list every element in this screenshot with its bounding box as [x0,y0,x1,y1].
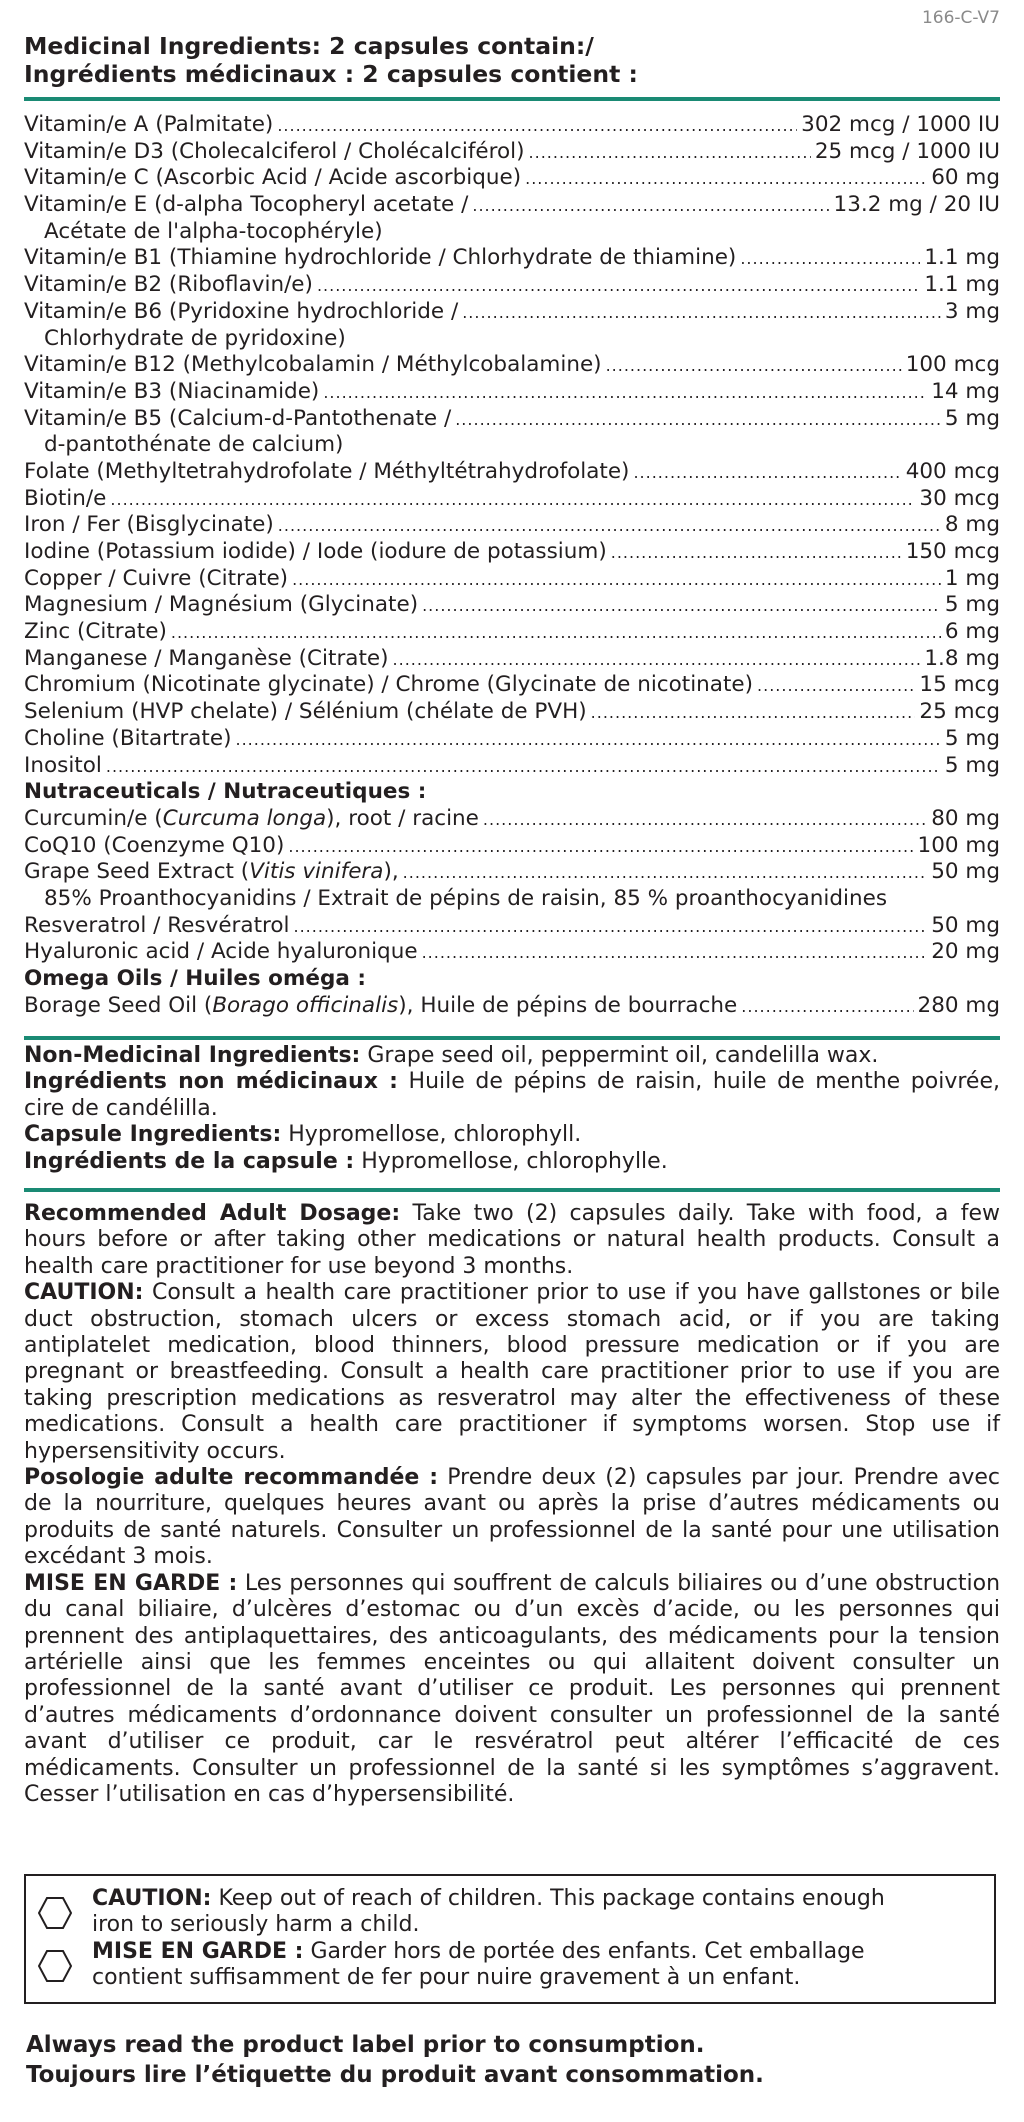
dot-leader [529,143,811,162]
ingredient-row [24,619,1000,646]
ingredient-name: Manganese / Manganèse (Citrate) [24,645,389,671]
capsule-en-label: Capsule Ingredients: [24,1122,282,1148]
ingredient-row [24,165,1000,192]
ingredient-name: Chlorhydrate de pyridoxine) [44,325,346,351]
ingredient-row [24,993,1000,1020]
section-heading [24,966,1000,993]
caution-en [24,1280,1000,1465]
ingredient-name: Zinc (Citrate) [24,619,167,645]
dot-leader [591,703,916,722]
ingredient-name: Grape Seed Extract (Vitis vinifera), [24,859,399,885]
dot-leader [525,169,927,188]
ingredient-amount: 100 mg [917,832,1000,858]
ingredient-continuation [24,886,1000,913]
dot-leader [462,303,941,322]
dot-leader [277,116,797,135]
hexagon-warning-icon [38,1896,72,1930]
label-code: 166-C-V7 [921,8,1000,28]
ingredient-name: Chromium (Nicotinate glycinate) / Chrome (Glycinate de nicotinate) [24,672,754,698]
ingredient-row [24,672,1000,699]
ingredient-row [24,112,1000,139]
heading-line-fr: Ingrédients médicinaux : 2 capsules contient : [24,60,638,88]
ingredient-name: Magnesium / Magnésium (Glycinate) [24,592,419,618]
dot-leader [235,730,940,749]
ingredient-row [24,512,1000,539]
dosage-en [24,1201,1000,1280]
ingredient-row [24,245,1000,272]
divider-rule [24,1188,1000,1192]
dosage-en-text: Take two (2) capsules daily. Take with food, a few hours before or after taking other medications or natural health products. Consult a health care practitioner for use beyond 3 months. [24,1201,1000,1279]
ingredient-name: Vitamin/e A (Palmitate) [24,112,274,137]
ingredient-amount: 20 mg [931,939,1000,965]
footer-notice [26,2030,1002,2090]
dosage-block [24,1201,1000,1808]
botanical-name: Vitis vinifera [249,859,384,885]
ingredient-amount: 80 mg [931,805,1000,831]
child-warning-en-text: Keep out of reach of children. This package contains enough [211,1886,885,1911]
dot-leader [288,837,913,856]
ingredient-amount: 60 mg [931,165,1000,191]
child-warning-fr-line2: contient suffisamment de fer pour nuire gravement à un enfant. [92,1965,801,1990]
ingredient-name: CoQ10 (Coenzyme Q10) [24,832,285,858]
child-warning-en [92,1886,988,1938]
child-warning-fr-line1 [92,1939,988,1965]
dosage-fr-label: Posologie adulte recommandée : [24,1465,439,1491]
ingredient-row [24,939,1000,966]
non-medicinal-en-text: Grape seed oil, peppermint oil, candelilla wax. [360,1043,879,1068]
ingredient-name: Acétate de l'alpha-tocophéryle) [44,218,383,244]
dot-leader [317,276,920,295]
ingredient-row [24,272,1000,299]
capsule-ingredients-en [24,1122,1000,1148]
child-warning-en-line2: iron to seriously harm a child. [92,1912,420,1937]
caution-en-label: CAUTION: [24,1280,144,1306]
non-medicinal-fr-label: Ingrédients non médicinaux : [24,1069,398,1095]
dot-leader [106,757,941,776]
ingredient-row [24,352,1000,379]
ingredient-name: d-pantothénate de calcium) [44,432,344,458]
ingredient-row [24,192,1000,219]
dot-leader [110,490,915,509]
caution-fr [24,1571,1000,1809]
child-warning-en-label: CAUTION: [92,1886,212,1911]
ingredient-row [24,379,1000,406]
heading-line-en: Medicinal Ingredients: 2 capsules contain:/ [24,32,594,60]
ingredient-row [24,406,1000,433]
ingredient-amount: 5 mg [944,592,1000,618]
ingredient-row [24,486,1000,513]
ingredient-name: Iodine (Potassium iodide) / Iode (iodure de potassium) [24,539,607,564]
ingredient-name: Hyaluronic acid / Acide hyaluronique [24,939,418,965]
ingredient-row [24,646,1000,673]
ingredient-name: Vitamin/e B5 (Calcium-d-Pantothenate / [24,405,452,431]
dosage-fr-text: Prendre deux (2) capsules par jour. Prendre avec de la nourriture, quelques heures avant ou après la prise d’autres médicaments ou produits de santé naturels. Consulter un professionnel de la santé pour une utilisation excédant 3 mois. [24,1465,1000,1570]
ingredient-name: Biotin/e [24,485,107,511]
ingredient-amount: 50 mg [931,859,1000,885]
botanical-name: Curcuma longa [162,805,327,831]
caution-fr-label: MISE EN GARDE : [24,1570,238,1596]
botanical-name: Borago officinalis [212,992,399,1018]
ingredient-amount: 280 mg [917,992,1000,1018]
ingredient-amount: 8 mg [944,512,1000,538]
ingredient-name: Vitamin/e B3 (Niacinamide) [24,378,320,404]
ingredient-name: Vitamin/e E (d-alpha Tocopheryl acetate / [24,192,469,218]
dot-leader [292,570,941,589]
ingredient-amount: 1.1 mg [924,272,1000,298]
ingredient-amount: 1.1 mg [924,245,1000,271]
hexagon-warning-icon [38,1949,72,1983]
ingredient-amount: 14 mg [931,378,1000,404]
dosage-fr [24,1465,1000,1571]
ingredient-name: Iron / Fer (Bisglycinate) [24,512,274,538]
dot-leader [422,943,928,962]
child-warning-fr [92,1939,988,1991]
ingredient-name: Vitamin/e D3 (Cholecalciferol / Cholécalciférol) [24,138,525,164]
medicinal-ingredients-heading [24,32,1000,88]
ingredient-name: Choline (Bitartrate) [24,725,232,751]
ingredient-name: Vitamin/e B1 (Thiamine hydrochloride / Chlorhydrate de thiamine) [24,245,737,271]
non-medicinal-en-label: Non-Medicinal Ingredients: [24,1043,361,1068]
ingredient-amount: 50 mg [931,912,1000,938]
caution-fr-text: Les personnes qui souffrent de calculs biliaires ou d’une obstruction du canal biliaire, d’ulcères d’estomac ou d’un excès d’acide, ou les personnes qui prennent des antiplaquettaires, des anticoagulants, des médicaments pour la tension artérielle ainsi que les femmes enceintes ou qui allaitent doivent consulter un professionnel de la santé avant d’utiliser ce produit. Les personnes qui prennent d’autres médicaments d’ordonnance doivent consulter un professionnel de la santé avant d’utiliser ce produit, car le resvératrol peut altérer l’efficacité de ces médicaments. Consulter un professionnel de la santé si les symptômes s’aggravent. Cesser l’utilisation en cas d’hypersensibilité. [24,1570,1001,1807]
ingredient-name: 85% Proanthocyanidins / Extrait de pépins de raisin, 85 % proanthocyanidines [44,885,888,911]
ingredient-amount: 5 mg [944,725,1000,751]
ingredient-name: Resveratrol / Resvératrol [24,912,290,938]
dot-leader [393,650,921,669]
dot-leader [455,410,941,429]
ingredient-name: Inositol [24,752,102,778]
capsule-ingredients-fr [24,1149,1000,1175]
ingredient-continuation [24,219,1000,246]
dot-leader [171,623,941,642]
ingredient-name: Vitamin/e B12 (Methylcobalamin / Méthylcobalamine) [24,352,602,378]
dot-leader [294,917,928,936]
ingredient-name: Curcumin/e (Curcuma longa), root / racine [24,805,479,831]
ingredient-row [24,833,1000,860]
ingredient-amount: 1.8 mg [924,645,1000,671]
non-medicinal-fr-text: Huile de pépins de raisin, huile de menthe poivrée, cire de candélilla. [24,1069,1000,1121]
ingredient-continuation [24,432,1000,459]
non-medicinal-fr [24,1069,1000,1122]
ingredient-name: Selenium (HVP chelate) / Sélénium (chélate de PVH) [24,699,587,725]
ingredient-row [24,913,1000,940]
dot-leader [323,383,927,402]
ingredient-amount: 302 mcg / 1000 IU [801,112,1000,137]
ingredient-name: Vitamin/e C (Ascorbic Acid / Acide ascorbique) [24,165,522,191]
footer-line-fr: Toujours lire l’étiquette du produit avant consommation. [26,2062,764,2088]
ingredient-name: Vitamin/e B2 (Riboflavin/e) [24,272,313,298]
ingredient-row [24,806,1000,833]
ingredient-row [24,139,1000,166]
ingredient-amount: 400 mcg [905,458,1000,484]
dot-leader [278,516,941,535]
ingredient-name: Vitamin/e B6 (Pyridoxine hydrochloride / [24,298,459,324]
ingredient-row [24,566,1000,593]
capsule-en-text: Hypromellose, chlorophyll. [281,1122,582,1148]
non-medicinal-block [24,1043,1000,1175]
ingredient-amount: 1 mg [944,565,1000,591]
child-warning-box [24,1874,996,2004]
ingredient-row [24,592,1000,619]
dot-leader [741,997,913,1016]
capsule-fr-text: Hypromellose, chlorophylle. [354,1148,668,1174]
ingredient-amount: 25 mcg / 1000 IU [814,138,1000,164]
non-medicinal-en [24,1043,1000,1069]
ingredient-amount: 150 mcg [905,539,1000,564]
dot-leader [472,196,829,215]
ingredient-name: Nutraceuticals / Nutraceutiques : [24,779,427,805]
ingredient-row [24,699,1000,726]
section-heading [24,779,1000,806]
ingredient-row [24,726,1000,753]
ingredient-name: Borage Seed Oil (Borago officinalis), Huile de pépins de bourrache [24,992,738,1018]
ingredient-name: Copper / Cuivre (Citrate) [24,565,289,591]
ingredient-amount: 6 mg [944,619,1000,645]
ingredient-amount: 3 mg [944,298,1000,324]
ingredient-amount: 13.2 mg / 20 IU [833,192,1000,218]
ingredient-amount: 5 mg [944,405,1000,431]
child-warning-fr-label: MISE EN GARDE : [92,1939,304,1964]
ingredient-amount: 25 mcg [919,699,1000,725]
ingredient-row [24,459,1000,486]
ingredient-amount: 15 mcg [919,672,1000,698]
ingredient-amount: 100 mcg [905,352,1000,378]
divider-rule [24,97,1000,101]
ingredient-list [24,112,1000,1019]
dot-leader [483,810,927,829]
ingredient-row [24,539,1000,566]
footer-line-en: Always read the product label prior to consumption. [26,2032,705,2058]
caution-en-text: Consult a health care practitioner prior to use if you have gallstones or bile duct obstruction, stomach ulcers or excess stomach acid, or if you are taking antiplatelet medication, blood thinners, blood pressure medication or if you are pregnant or breastfeeding. Consult a health care practitioner prior to use if you are taking prescription medications as resveratrol may alter the effectiveness of these medications. Consult a health care practitioner if symptoms worsen. Stop use if hypersensitivity occurs. [24,1280,1000,1464]
ingredient-amount: 5 mg [944,752,1000,778]
child-warning-fr-text: Garder hors de portée des enfants. Cet emballage [303,1939,865,1964]
dot-leader [740,249,920,268]
ingredient-name: Omega Oils / Huiles oméga : [24,966,366,991]
dot-leader [606,356,902,375]
dot-leader [422,596,941,615]
dot-leader [633,463,901,482]
dot-leader [757,676,915,695]
ingredient-row [24,299,1000,326]
dot-leader [403,863,928,882]
ingredient-row [24,753,1000,780]
dosage-en-label: Recommended Adult Dosage: [24,1201,401,1226]
ingredient-row [24,859,1000,886]
child-warning-en-line1 [92,1886,988,1912]
ingredient-continuation [24,326,1000,353]
divider-rule [24,1036,1000,1040]
ingredient-name: Folate (Methyltetrahydrofolate / Méthyltétrahydrofolate) [24,458,630,484]
ingredient-amount: 30 mcg [919,485,1000,511]
dot-leader [611,543,902,562]
capsule-fr-label: Ingrédients de la capsule : [24,1148,355,1174]
